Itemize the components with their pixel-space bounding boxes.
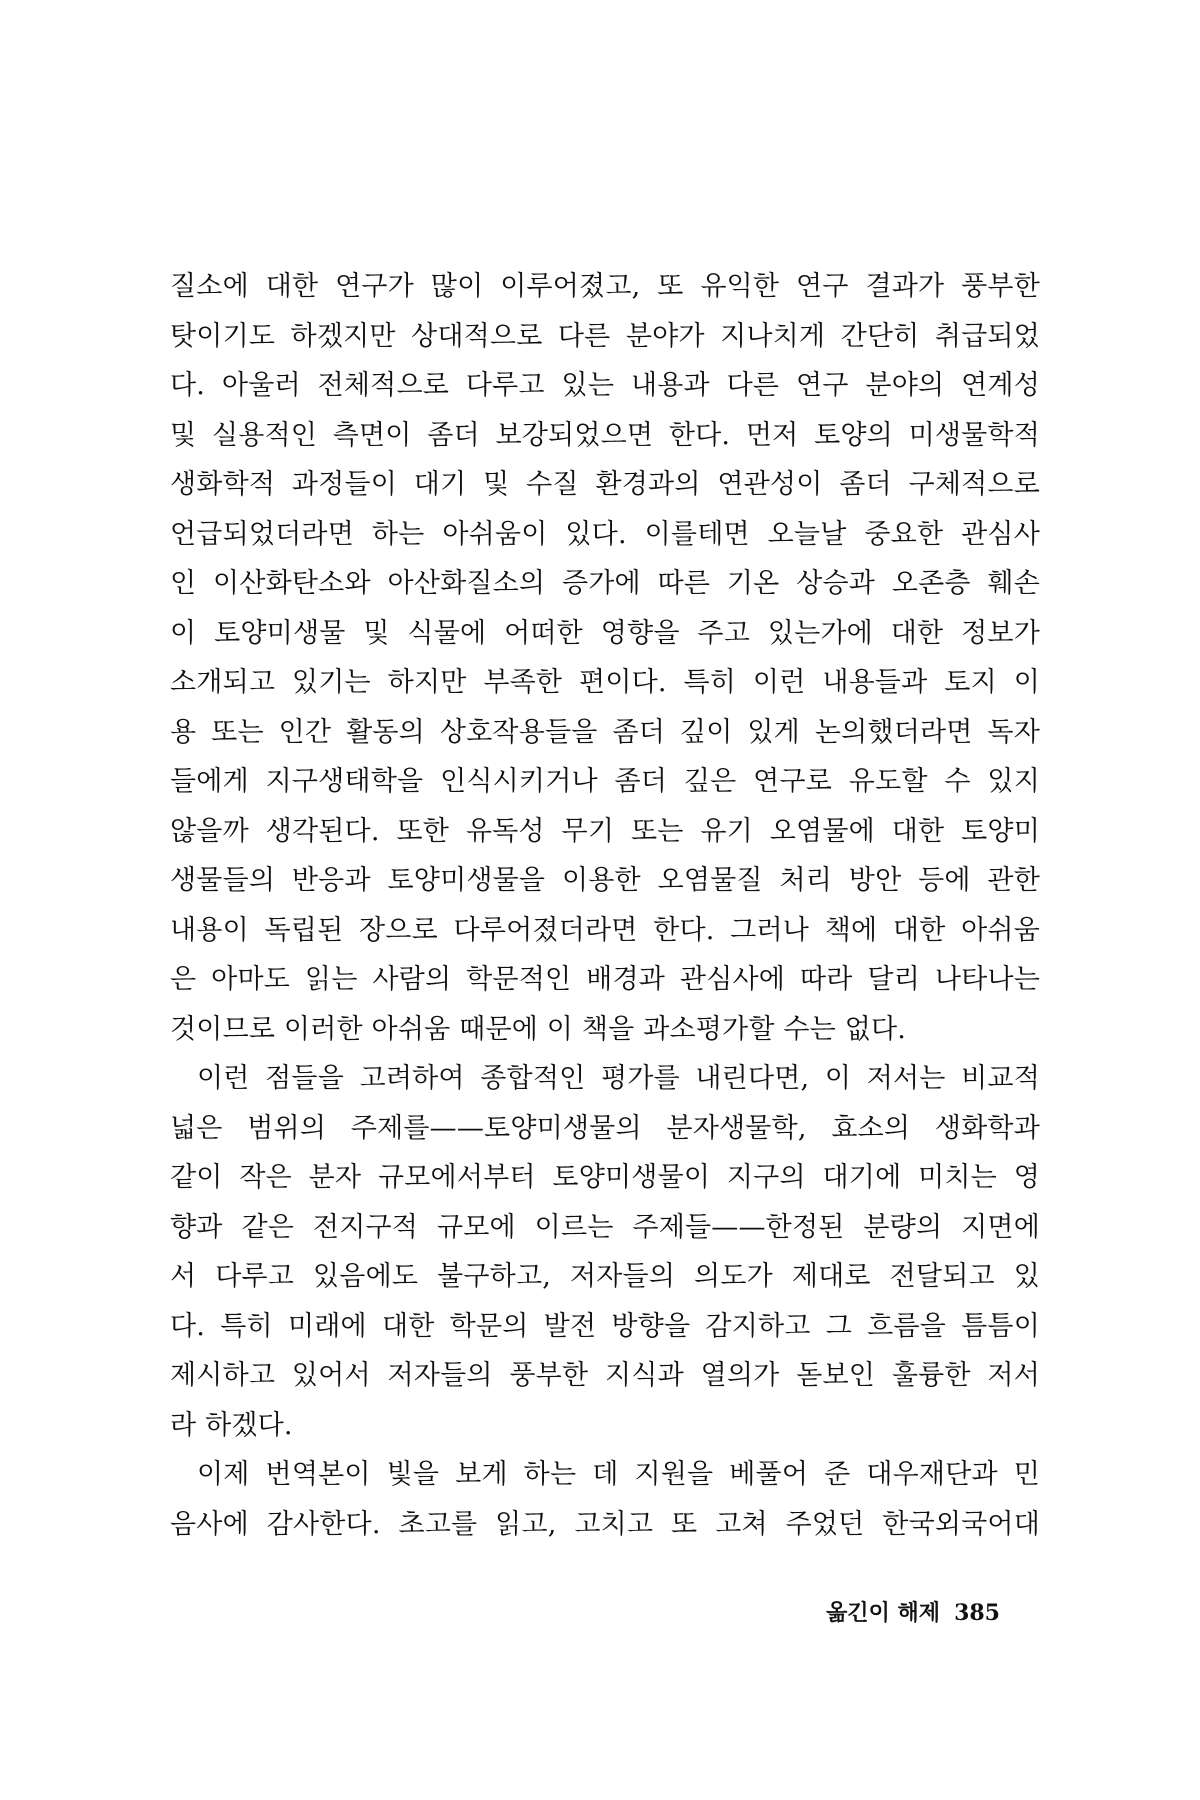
text-line: 다. 특히 미래에 대한 학문의 발전 방향을 감지하고 그 흐름을 틈틈이: [170, 1310, 1040, 1342]
page-footer: [826, 1596, 1000, 1627]
text-line: 넓은 범위의 주제를——토양미생물의 분자생물학, 효소의 생화학과: [170, 1112, 1040, 1144]
text-line: 이 토양미생물 및 식물에 어떠한 영향을 주고 있는가에 대한 정보가: [170, 617, 1040, 649]
paragraph-start-line: 이런 점들을 고려하여 종합적인 평가를 내린다면, 이 저서는 비교적: [197, 1063, 1040, 1094]
text-line: 내용이 독립된 장으로 다루어졌더라면 한다. 그러나 책에 대한 아쉬움: [170, 914, 1040, 946]
running-head-title: 옮긴이 해제: [826, 1600, 941, 1626]
text-line: 라 하겠다.: [170, 1409, 293, 1441]
body-text: [170, 262, 1040, 1549]
text-line: 소개되고 있기는 하지만 부족한 편이다. 특히 이런 내용들과 토지 이: [170, 667, 1040, 698]
page-number: 385: [954, 1600, 1000, 1626]
text-line: 같이 작은 분자 규모에서부터 토양미생물이 지구의 대기에 미치는 영: [170, 1162, 1040, 1193]
text-line: 용 또는 인간 활동의 상호작용들을 좀더 깊이 있게 논의했더라면 독자: [170, 716, 1040, 748]
text-line: 서 다루고 있음에도 불구하고, 저자들의 의도가 제대로 전달되고 있: [170, 1261, 1040, 1292]
text-line: 향과 같은 전지구적 규모에 이르는 주제들——한정된 분량의 지면에: [170, 1211, 1040, 1243]
text-line: 은 아마도 읽는 사람의 학문적인 배경과 관심사에 따라 달리 나타나는: [170, 964, 1040, 995]
text-line: 않을까 생각된다. 또한 유독성 무기 또는 유기 오염물에 대한 토양미: [170, 815, 1040, 847]
text-line: 제시하고 있어서 저자들의 풍부한 지식과 열의가 돋보인 훌륭한 저서: [170, 1360, 1040, 1391]
text-line: 음사에 감사한다. 초고를 읽고, 고치고 또 고쳐 주었던 한국외국어대: [170, 1508, 1040, 1540]
text-line: 다. 아울러 전체적으로 다루고 있는 내용과 다른 연구 분야의 연계성: [170, 370, 1040, 401]
text-line: 및 실용적인 측면이 좀더 보강되었으면 한다. 먼저 토양의 미생물학적: [170, 419, 1040, 451]
text-line: 것이므로 이러한 아쉬움 때문에 이 책을 과소평가할 수는 없다.: [170, 1013, 907, 1045]
paragraph-start-line: 이제 번역본이 빛을 보게 하는 데 지원을 베풀어 준 대우재단과 민: [197, 1459, 1040, 1490]
text-line: 생화학적 과정들이 대기 및 수질 환경과의 연관성이 좀더 구체적으로: [170, 469, 1040, 500]
text-line: 들에게 지구생태학을 인식시키거나 좀더 깊은 연구로 유도할 수 있지: [170, 766, 1040, 797]
text-line: 탓이기도 하겠지만 상대적으로 다른 분야가 지나치게 간단히 취급되었: [170, 320, 1040, 352]
text-line: 질소에 대한 연구가 많이 이루어졌고, 또 유익한 연구 결과가 풍부한: [170, 271, 1040, 302]
text-line: 생물들의 반응과 토양미생물을 이용한 오염물질 처리 방안 등에 관한: [170, 865, 1040, 896]
text-line: 인 이산화탄소와 아산화질소의 증가에 따른 기온 상승과 오존층 훼손: [170, 568, 1040, 599]
text-line: 언급되었더라면 하는 아쉬움이 있다. 이를테면 오늘날 중요한 관심사: [170, 518, 1040, 550]
